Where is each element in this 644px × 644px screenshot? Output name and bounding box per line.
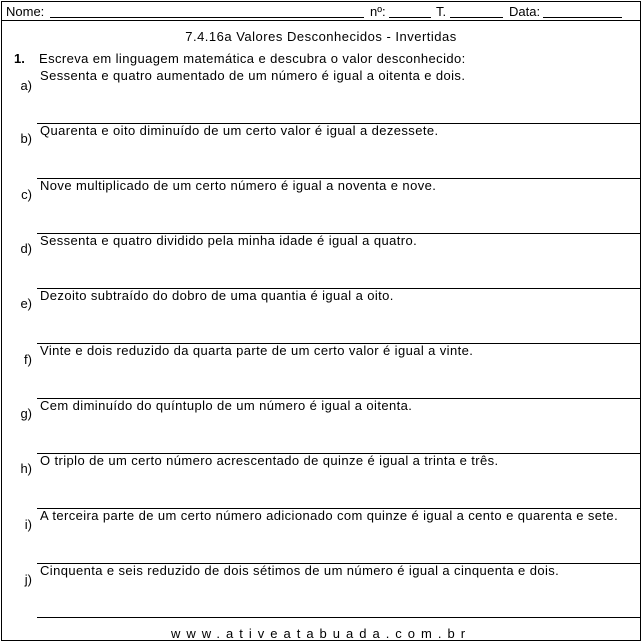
question-letter: i) (24, 517, 32, 532)
question-text: A terceira parte de um certo número adicionado com quinze é igual a cento e quarenta e sete. (40, 508, 619, 523)
question-text: Sessenta e quatro aumentado de um número é igual a oitenta e dois. (40, 68, 466, 83)
number-label: nº: (370, 4, 386, 19)
question-letter: a) (20, 78, 32, 93)
class-label: T. (436, 4, 447, 19)
question-letter: d) (20, 241, 32, 256)
question-text: Vinte e dois reduzido da quarta parte de um certo valor é igual a vinte. (40, 343, 474, 358)
name-label: Nome: (6, 4, 45, 19)
instruction-text: Escreva em linguagem matemática e descubra o valor desconhecido: (39, 51, 466, 66)
answer-line[interactable] (37, 617, 641, 618)
date-field-line[interactable] (543, 17, 622, 18)
name-field-line[interactable] (50, 17, 364, 18)
worksheet (1, 1, 641, 641)
question-text: Nove multiplicado de um certo número é igual a noventa e nove. (40, 178, 437, 193)
question-text: Quarenta e oito diminuído de um certo valor é igual a dezessete. (40, 123, 439, 138)
question-letter: f) (24, 352, 32, 367)
question-letter: b) (20, 131, 32, 146)
header-row (2, 2, 640, 21)
question-text: Dezoito subtraído do dobro de uma quantia é igual a oito. (40, 288, 394, 303)
question-text: Cinquenta e seis reduzido de dois sétimos de um número é igual a cinquenta e dois. (40, 563, 560, 578)
class-field-line[interactable] (450, 17, 503, 18)
website-footer: www.ativeatabuada.com.br (170, 626, 472, 641)
question-text: Cem diminuído do quíntuplo de um número é igual a oitenta. (40, 398, 413, 413)
question-letter: c) (21, 187, 32, 202)
question-letter: g) (20, 406, 32, 421)
date-label: Data: (509, 4, 541, 19)
question-letter: e) (20, 296, 32, 311)
question-letter: j) (24, 572, 32, 587)
question-text: Sessenta e quatro dividido pela minha idade é igual a quatro. (40, 233, 418, 248)
question-letter: h) (20, 461, 32, 476)
instruction-number: 1. (14, 51, 25, 66)
number-field-line[interactable] (389, 17, 431, 18)
header-divider (2, 20, 640, 21)
question-text: O triplo de um certo número acrescentado de quinze é igual a trinta e três. (40, 453, 499, 468)
page-title: 7.4.16a Valores Desconhecidos - Invertidas (185, 29, 457, 44)
